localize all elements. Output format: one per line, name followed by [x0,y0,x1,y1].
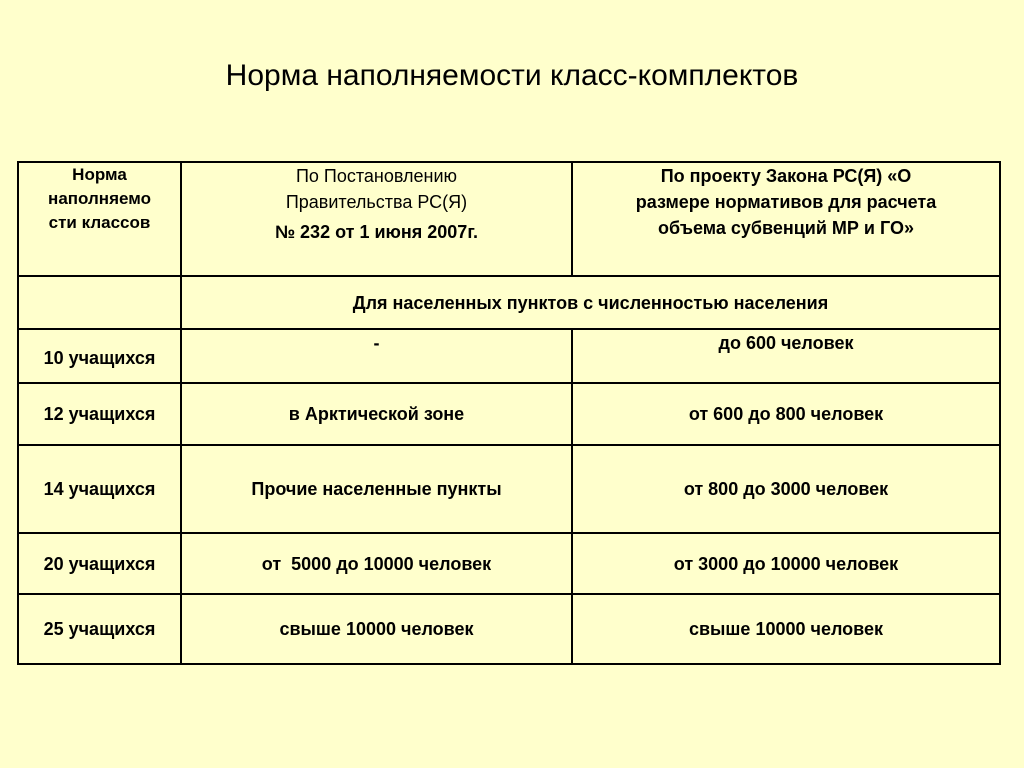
draft-law-cell: до 600 человек [572,329,1000,383]
norm-cell: 10 учащихся [18,329,181,383]
header-draft-law-line: объема субвенций МР и ГО» [658,218,914,238]
table-row [18,445,1000,533]
subheader-cell: Для населенных пунктов с численностью населения [181,276,1000,329]
table-row [18,329,1000,383]
header-norm-line: Норма [72,165,127,184]
header-norm-line: сти классов [48,213,151,232]
draft-law-cell: от 600 до 800 человек [572,383,1000,445]
header-decree-line: № 232 от 1 июня 2007г. [274,222,479,242]
draft-law-cell: от 3000 до 10000 человек [572,533,1000,594]
table-row [18,383,1000,445]
header-cell-norm [18,162,181,276]
subheader-empty-cell [18,276,181,329]
decree-cell: свыше 10000 человек [181,594,572,664]
header-cell-decree [181,162,572,276]
draft-law-cell: от 800 до 3000 человек [572,445,1000,533]
header-draft-law-line: По проекту Закона РС(Я) «О [660,166,912,186]
decree-cell: - [181,329,572,383]
table-row [18,533,1000,594]
decree-cell: в Арктической зоне [181,383,572,445]
draft-law-cell: свыше 10000 человек [572,594,1000,664]
norm-cell: 14 учащихся [18,445,181,533]
decree-cell: от 5000 до 10000 человек [181,533,572,594]
page-title: Норма наполняемости класс-комплектов [225,59,799,92]
norms-table [17,161,1001,665]
header-norm-line: наполняемо [48,189,151,208]
table-row [18,594,1000,664]
table-header-row [18,162,1000,276]
header-draft-law-line: размере нормативов для расчета [635,192,937,212]
table-subheader-row [18,276,1000,329]
norm-cell: 12 учащихся [18,383,181,445]
norm-cell: 25 учащихся [18,594,181,664]
header-decree-line: По Постановлению [295,166,458,186]
decree-cell: Прочие населенные пункты [181,445,572,533]
header-decree-line: Правительства РС(Я) [285,192,468,212]
header-cell-draft-law [572,162,1000,276]
norm-cell: 20 учащихся [18,533,181,594]
